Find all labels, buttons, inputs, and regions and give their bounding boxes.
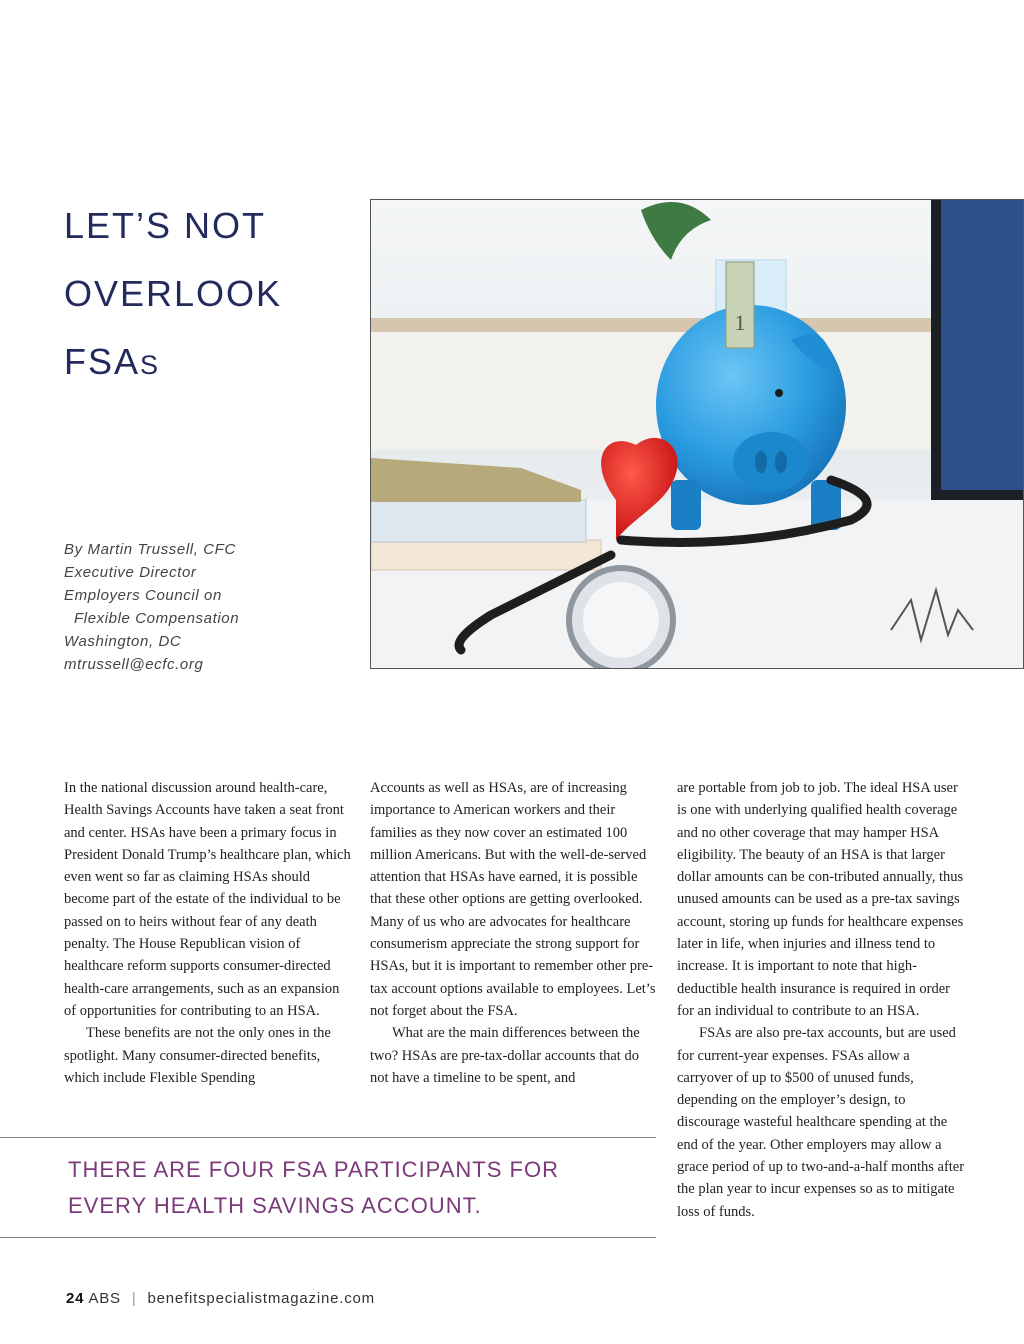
counter-top xyxy=(371,318,971,332)
pullquote-rule-bottom xyxy=(0,1237,656,1238)
piggy-bank-illustration xyxy=(371,200,1024,669)
paragraph: What are the main differences between the two? HSAs are pre-tax-dollar accounts that do not have a timeline to be spent, and xyxy=(370,1025,640,1086)
website-link[interactable]: benefitspecialistmagazine.com xyxy=(147,1290,375,1307)
body-column-2 xyxy=(370,777,660,1089)
hero-photo xyxy=(370,199,1024,669)
laptop-display xyxy=(941,200,1024,490)
page-footer xyxy=(66,1290,375,1307)
byline-email[interactable]: mtrussell@ecfc.org xyxy=(64,656,204,673)
pullquote-line-2: EVERY HEALTH SAVINGS ACCOUNT. xyxy=(68,1193,482,1218)
paragraph: These benefits are not the only ones in the spotlight. Many consumer-directed benefits, which include Flexible Spending xyxy=(64,1025,331,1086)
nostril-left xyxy=(755,451,767,473)
pullquote xyxy=(68,1152,648,1224)
piggy-leg-left xyxy=(671,480,701,530)
footer-separator: | xyxy=(131,1290,137,1307)
paragraph: In the national discussion around health-care, Health Savings Accounts have taken a seat front and center. HSAs have been a primary focus in President Donald Trump’s healthcare plan, which even went so far as claiming HSAs should become part of the estate of the individual to be passed on to heirs without fear of any death penalty. The House Republican vision of healthcare reform supports consumer-directed health-care arrangements, such as an expansion of opportunities for contributing to an HSA. xyxy=(64,780,351,1019)
piggy-snout xyxy=(733,432,809,492)
byline-role: Executive Director xyxy=(64,564,197,581)
pullquote-line-1: THERE ARE FOUR FSA PARTICIPANTS FOR xyxy=(68,1157,559,1182)
chestpiece-diaphragm xyxy=(583,582,659,658)
bill-denomination: 1 xyxy=(734,310,746,335)
body-column-3 xyxy=(677,777,967,1223)
paragraph: Accounts as well as HSAs, are of increasing importance to American workers and their families as they now cover an estimated 100 million Americans. But with the well-de-served attention that HSAs have earned, it is possible that these other options are getting overlooked. Many of us who are advocates for healthcare consumerism appreciate the strong support for HSAs, but it is important to remember other pre-tax account options available to employees. Let’s not forget about the FSA. xyxy=(370,780,656,1019)
title-line-2: OVERLOOK xyxy=(64,273,283,314)
piggy-eye xyxy=(775,389,783,397)
book-top xyxy=(371,500,586,542)
book-bottom xyxy=(371,540,601,570)
publication-name: ABS xyxy=(88,1290,121,1307)
paragraph: are portable from job to job. The ideal HSA user is one with underlying qualified health coverage and no other coverage that may hamper HSA eligibility. The beauty of an HSA is that larger dollar amounts can be con-tributed annually, thus unused amounts can be used as a pre-tax savings account, storing up funds for healthcare expenses later in life, when injuries and illness tend to increase. It is important to note that high-deductible health insurance is required in order for an individual to contribute to an HSA. xyxy=(677,780,964,1019)
byline-org-2: Flexible Compensation xyxy=(74,610,240,627)
pullquote-rule-top xyxy=(0,1137,656,1138)
article-title xyxy=(64,192,354,399)
title-line-1: LET’S NOT xyxy=(64,205,267,246)
title-line-3-main: FSA xyxy=(64,341,141,382)
title-line-3-small: S xyxy=(140,350,161,380)
paragraph: FSAs are also pre-tax accounts, but are used for current-year expenses. FSAs allow a carryover of up to $500 of unused funds, depending on the employer’s design, to discourage wasteful healthcare spending at the end of the year. Other employers may allow a grace period of up to two-and-a-half months after the plan year to incur expenses so as to mitigate loss of funds. xyxy=(677,1025,965,1220)
byline-org-1: Employers Council on xyxy=(64,587,222,604)
title-line-3 xyxy=(64,328,354,399)
body-column-1 xyxy=(64,777,354,1089)
byline xyxy=(64,538,354,676)
byline-author: By Martin Trussell, CFC xyxy=(64,541,236,558)
byline-location: Washington, DC xyxy=(64,633,182,650)
page-number: 24 xyxy=(66,1290,85,1307)
nostril-right xyxy=(775,451,787,473)
dollar-bill xyxy=(726,262,754,348)
